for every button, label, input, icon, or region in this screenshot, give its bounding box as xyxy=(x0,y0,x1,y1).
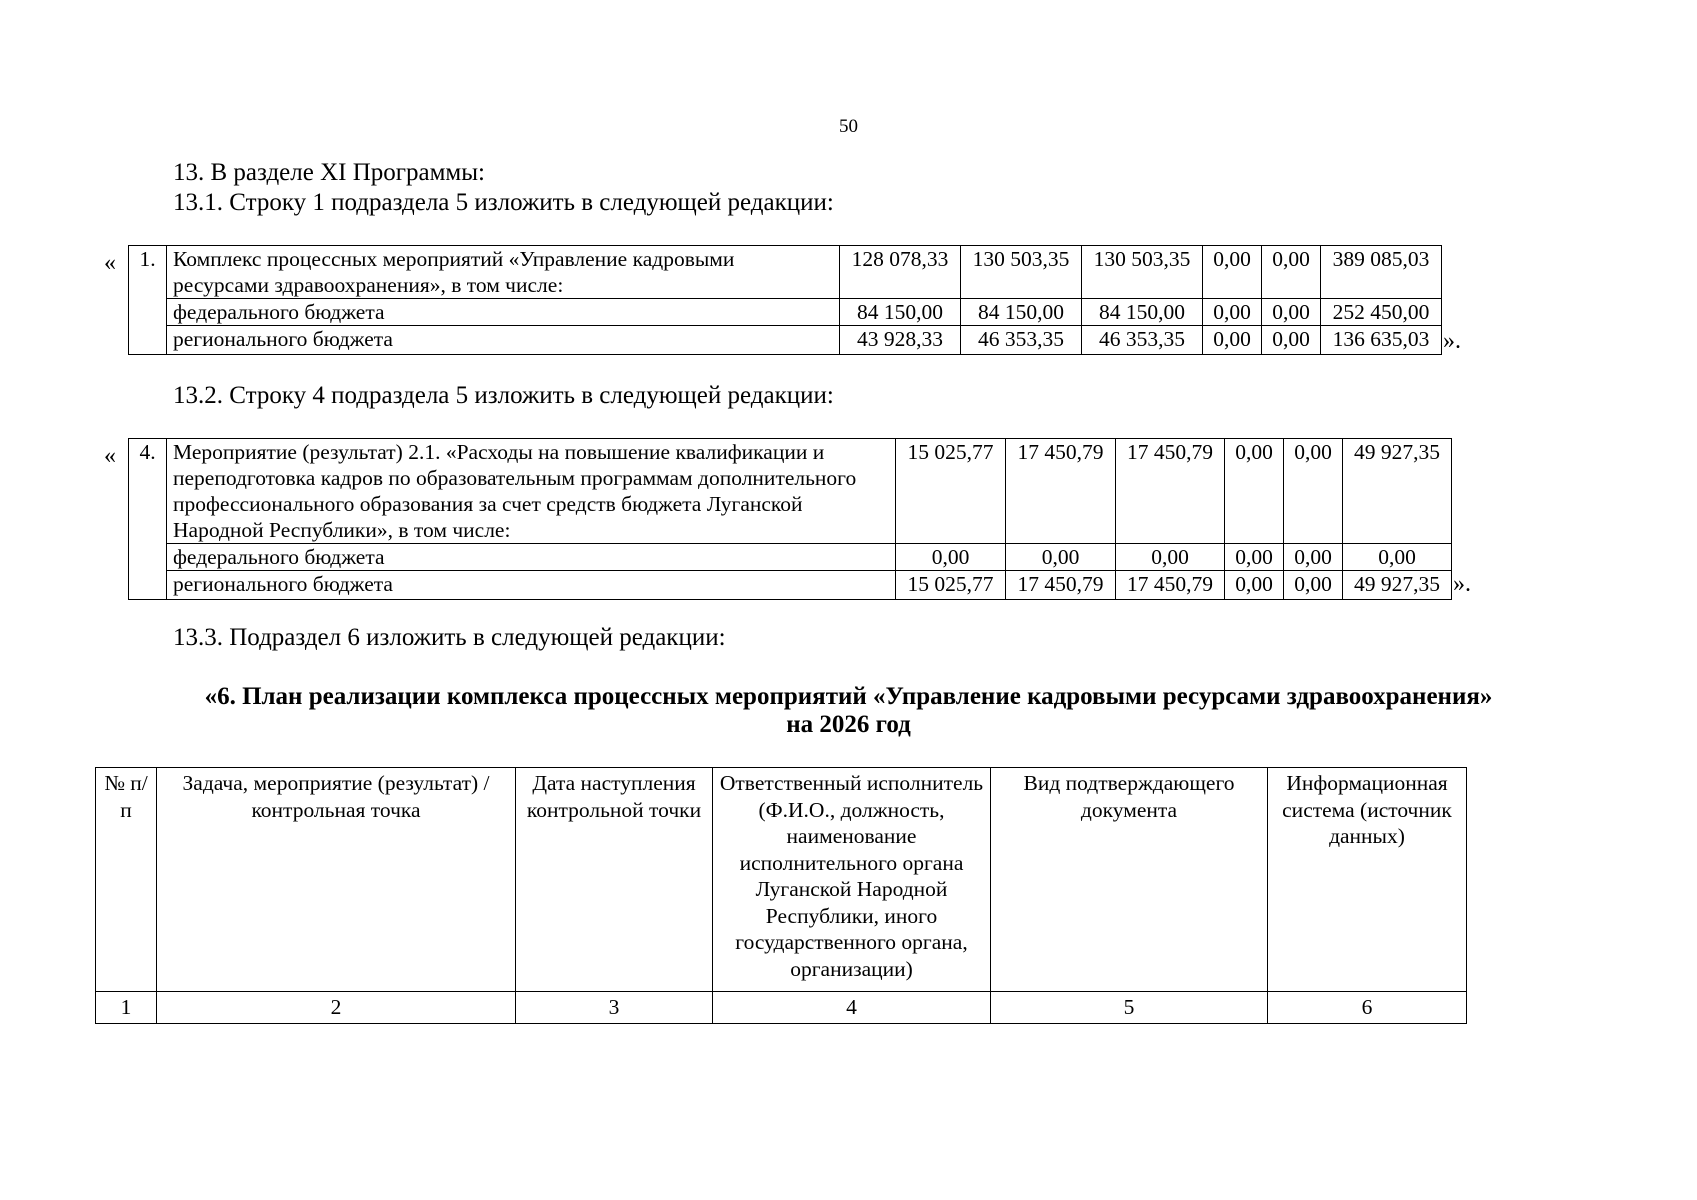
plan-heading-line2: на 2026 год xyxy=(786,711,911,738)
value-cell: 49 927,35 xyxy=(1343,571,1452,600)
value-cell: 0,00 xyxy=(1116,544,1225,571)
value-cell: 43 928,33 xyxy=(840,326,961,355)
plan-table xyxy=(95,767,1467,1024)
row-label: регионального бюджета xyxy=(167,326,840,355)
table1-subsection5-row1 xyxy=(128,245,1442,355)
column-number: 2 xyxy=(157,992,516,1024)
value-cell: 0,00 xyxy=(1225,544,1284,571)
section-13-1-title: 13.1. Строку 1 подраздела 5 изложить в следующей редакции: xyxy=(173,189,834,216)
value-cell: 252 450,00 xyxy=(1321,299,1442,326)
plan-column-numbers-row xyxy=(96,992,1467,1024)
header-responsible: Ответственный исполнитель (Ф.И.О., должность, наименование исполнительного органа Луганской Народной Республики, иного государственного органа, организации) xyxy=(713,768,991,992)
value-cell: 0,00 xyxy=(1225,439,1284,544)
row-label: Мероприятие (результат) 2.1. «Расходы на повышение квалификации и переподготовка кадров по образовательным программам дополнительного профессионального образования за счет средств бюджета Луганской Народной Республики», в том числе: xyxy=(167,439,896,544)
table-row xyxy=(129,326,1442,355)
plan-heading-line1: «6. План реализации комплекса процессных мероприятий «Управление кадровыми ресурсами здравоохранения» xyxy=(204,683,1493,710)
value-cell: 0,00 xyxy=(1284,544,1343,571)
table1-close-quote: ». xyxy=(1443,328,1461,354)
value-cell: 128 078,33 xyxy=(840,246,961,299)
header-number: № п/п xyxy=(96,768,157,992)
value-cell: 46 353,35 xyxy=(961,326,1082,355)
value-cell: 130 503,35 xyxy=(961,246,1082,299)
value-cell: 15 025,77 xyxy=(896,571,1006,600)
header-document-type: Вид подтверждающего документа xyxy=(991,768,1268,992)
value-cell: 0,00 xyxy=(1262,326,1321,355)
table-row xyxy=(129,571,1452,600)
value-cell: 0,00 xyxy=(896,544,1006,571)
row-label: Комплекс процессных мероприятий «Управление кадровыми ресурсами здравоохранения», в том числе: xyxy=(167,246,840,299)
value-cell: 0,00 xyxy=(1343,544,1452,571)
column-number: 6 xyxy=(1268,992,1467,1024)
table-row xyxy=(129,246,1442,299)
table-row xyxy=(129,544,1452,571)
value-cell: 84 150,00 xyxy=(840,299,961,326)
value-cell: 17 450,79 xyxy=(1116,439,1225,544)
table2-open-quote: « xyxy=(104,443,116,469)
value-cell: 17 450,79 xyxy=(1116,571,1225,600)
row-label: регионального бюджета xyxy=(167,571,896,600)
value-cell: 0,00 xyxy=(1262,299,1321,326)
value-cell: 84 150,00 xyxy=(961,299,1082,326)
value-cell: 0,00 xyxy=(1203,246,1262,299)
value-cell: 0,00 xyxy=(1262,246,1321,299)
column-number: 3 xyxy=(516,992,713,1024)
section-13-3-title: 13.3. Подраздел 6 изложить в следующей редакции: xyxy=(173,624,726,651)
value-cell: 15 025,77 xyxy=(896,439,1006,544)
row-index: 4. xyxy=(129,439,167,600)
value-cell: 0,00 xyxy=(1203,299,1262,326)
value-cell: 130 503,35 xyxy=(1082,246,1203,299)
row-index: 1. xyxy=(129,246,167,355)
value-cell: 0,00 xyxy=(1284,439,1343,544)
value-cell: 49 927,35 xyxy=(1343,439,1452,544)
value-cell: 17 450,79 xyxy=(1006,571,1116,600)
table2-subsection5-row4 xyxy=(128,438,1452,600)
value-cell: 389 085,03 xyxy=(1321,246,1442,299)
column-number: 1 xyxy=(96,992,157,1024)
header-date: Дата наступления контрольной точки xyxy=(516,768,713,992)
table2-close-quote: ». xyxy=(1453,571,1471,597)
value-cell: 0,00 xyxy=(1225,571,1284,600)
table-row xyxy=(129,299,1442,326)
header-task: Задача, мероприятие (результат) / контрольная точка xyxy=(157,768,516,992)
value-cell: 136 635,03 xyxy=(1321,326,1442,355)
table-row xyxy=(129,439,1452,544)
header-info-system: Информационная система (источник данных) xyxy=(1268,768,1467,992)
column-number: 5 xyxy=(991,992,1268,1024)
value-cell: 0,00 xyxy=(1203,326,1262,355)
page-number: 50 xyxy=(839,116,858,137)
section-13-2-title: 13.2. Строку 4 подраздела 5 изложить в следующей редакции: xyxy=(173,382,834,409)
section-13-title: 13. В разделе XI Программы: xyxy=(173,159,485,186)
value-cell: 0,00 xyxy=(1284,571,1343,600)
value-cell: 46 353,35 xyxy=(1082,326,1203,355)
value-cell: 84 150,00 xyxy=(1082,299,1203,326)
column-number: 4 xyxy=(713,992,991,1024)
table1-open-quote: « xyxy=(104,250,116,276)
value-cell: 0,00 xyxy=(1006,544,1116,571)
plan-header-row xyxy=(96,768,1467,992)
row-label: федерального бюджета xyxy=(167,299,840,326)
value-cell: 17 450,79 xyxy=(1006,439,1116,544)
row-label: федерального бюджета xyxy=(167,544,896,571)
